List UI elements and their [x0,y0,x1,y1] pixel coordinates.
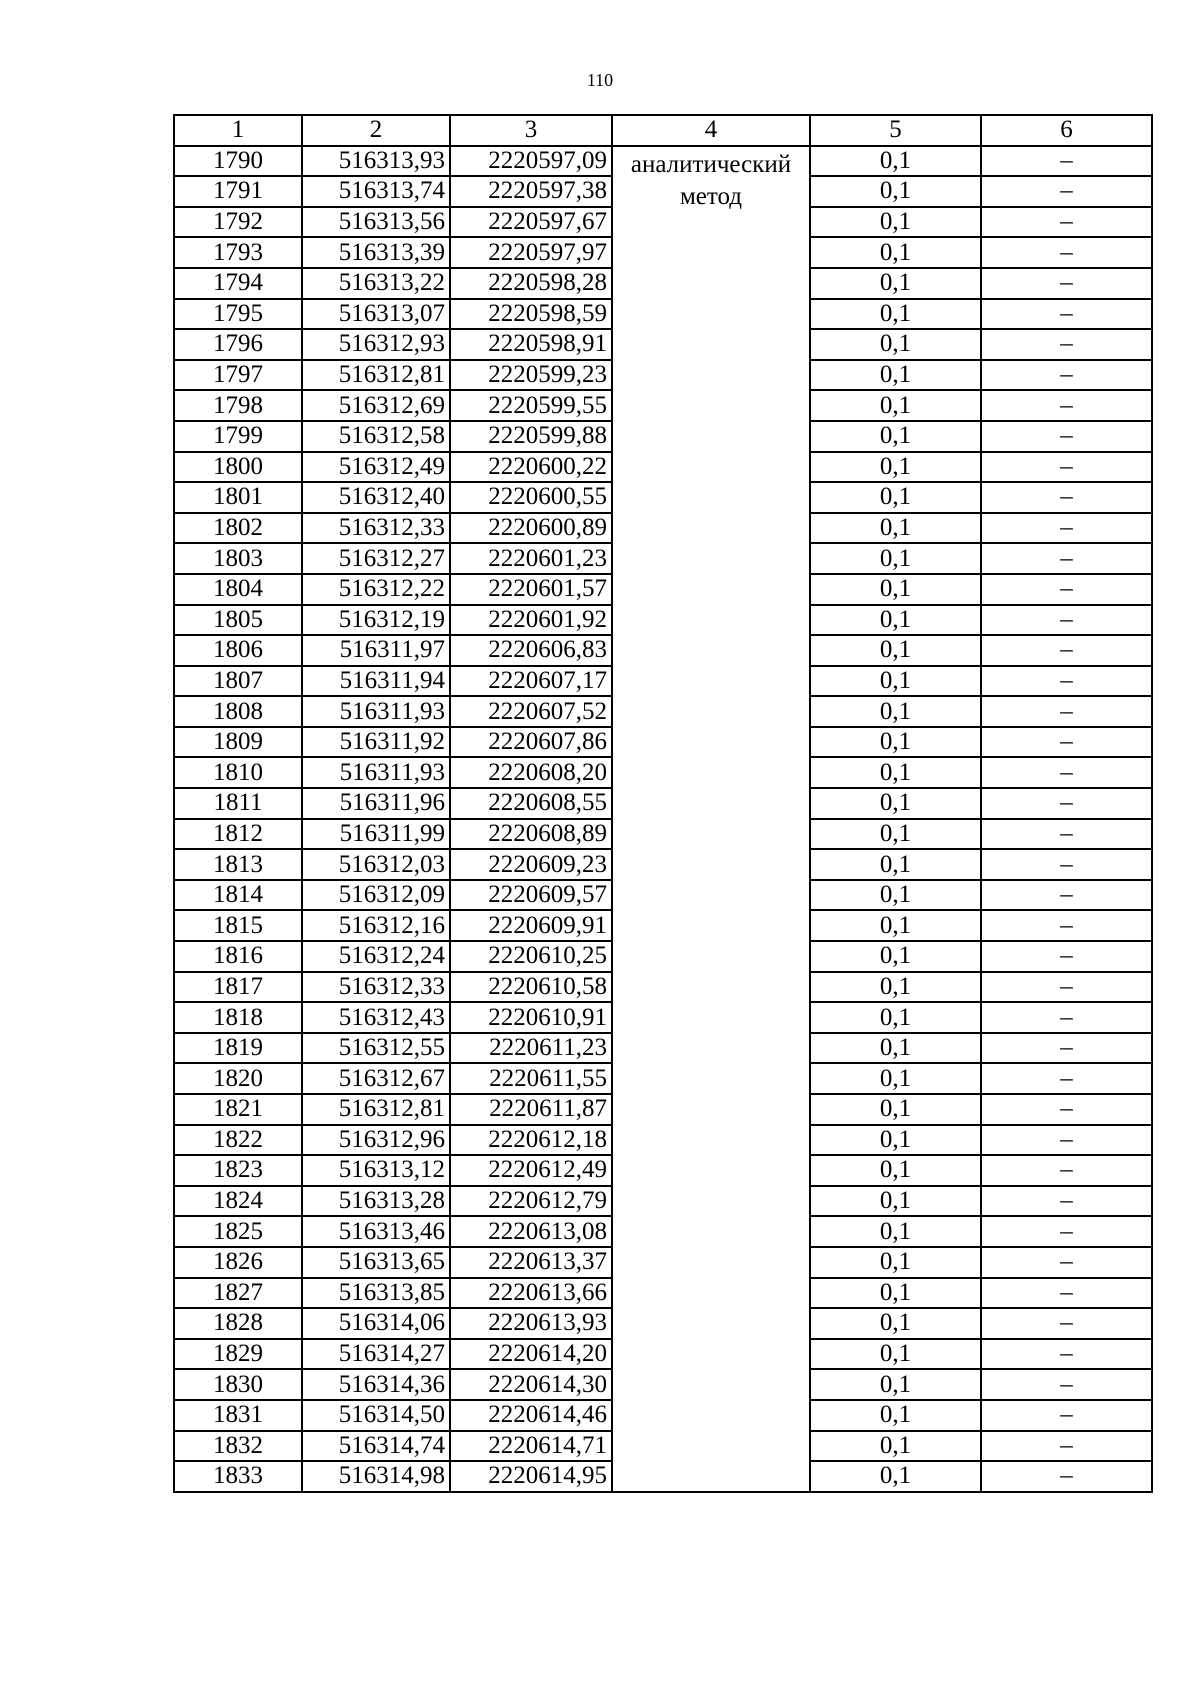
point-number: 1830 [174,1369,302,1400]
x-coordinate: 516313,93 [302,146,450,177]
point-number: 1804 [174,574,302,605]
method-text-line: метод [679,182,742,210]
x-coordinate: 516311,99 [302,819,450,850]
accuracy: 0,1 [810,207,981,238]
y-coordinate: 2220610,25 [450,941,612,972]
y-coordinate: 2220608,55 [450,788,612,819]
x-coordinate: 516314,36 [302,1369,450,1400]
x-coordinate: 516311,92 [302,727,450,758]
accuracy: 0,1 [810,666,981,697]
note: – [981,390,1152,421]
point-number: 1797 [174,360,302,391]
x-coordinate: 516312,58 [302,421,450,452]
accuracy: 0,1 [810,146,981,177]
y-coordinate: 2220599,23 [450,360,612,391]
point-number: 1827 [174,1278,302,1309]
note: – [981,1002,1152,1033]
y-coordinate: 2220601,57 [450,574,612,605]
y-coordinate: 2220614,71 [450,1431,612,1462]
y-coordinate: 2220608,20 [450,757,612,788]
y-coordinate: 2220613,93 [450,1308,612,1339]
accuracy: 0,1 [810,1094,981,1125]
note: – [981,880,1152,911]
column-header-4: 4 [612,115,810,146]
note: – [981,635,1152,666]
y-coordinate: 2220600,89 [450,513,612,544]
accuracy: 0,1 [810,1125,981,1156]
note: – [981,207,1152,238]
note: – [981,574,1152,605]
accuracy: 0,1 [810,605,981,636]
x-coordinate: 516312,81 [302,360,450,391]
note: – [981,757,1152,788]
y-coordinate: 2220611,23 [450,1033,612,1064]
y-coordinate: 2220597,38 [450,176,612,207]
note: – [981,1400,1152,1431]
point-number: 1801 [174,482,302,513]
y-coordinate: 2220599,88 [450,421,612,452]
y-coordinate: 2220600,55 [450,482,612,513]
table-body [174,115,1152,1492]
point-number: 1806 [174,635,302,666]
accuracy: 0,1 [810,390,981,421]
x-coordinate: 516312,67 [302,1063,450,1094]
accuracy: 0,1 [810,696,981,727]
y-coordinate: 2220613,37 [450,1247,612,1278]
y-coordinate: 2220612,18 [450,1125,612,1156]
x-coordinate: 516313,28 [302,1186,450,1217]
y-coordinate: 2220607,17 [450,666,612,697]
x-coordinate: 516312,19 [302,605,450,636]
accuracy: 0,1 [810,1278,981,1309]
note: – [981,146,1152,177]
y-coordinate: 2220614,20 [450,1339,612,1370]
y-coordinate: 2220610,91 [450,1002,612,1033]
x-coordinate: 516312,96 [302,1125,450,1156]
accuracy: 0,1 [810,1339,981,1370]
accuracy: 0,1 [810,452,981,483]
accuracy: 0,1 [810,1461,981,1492]
x-coordinate: 516312,16 [302,910,450,941]
x-coordinate: 516312,22 [302,574,450,605]
point-number: 1829 [174,1339,302,1370]
note: – [981,1155,1152,1186]
point-number: 1816 [174,941,302,972]
accuracy: 0,1 [810,1155,981,1186]
point-number: 1815 [174,910,302,941]
y-coordinate: 2220611,87 [450,1094,612,1125]
point-number: 1792 [174,207,302,238]
point-number: 1822 [174,1125,302,1156]
x-coordinate: 516312,93 [302,329,450,360]
x-coordinate: 516313,65 [302,1247,450,1278]
note: – [981,1369,1152,1400]
point-number: 1825 [174,1216,302,1247]
point-number: 1790 [174,146,302,177]
point-number: 1810 [174,757,302,788]
column-header-6: 6 [981,115,1152,146]
y-coordinate: 2220598,28 [450,268,612,299]
point-number: 1826 [174,1247,302,1278]
y-coordinate: 2220607,52 [450,696,612,727]
point-number: 1796 [174,329,302,360]
y-coordinate: 2220597,67 [450,207,612,238]
note: – [981,299,1152,330]
accuracy: 0,1 [810,1400,981,1431]
page-number: 110 [586,70,614,90]
accuracy: 0,1 [810,329,981,360]
accuracy: 0,1 [810,543,981,574]
note: – [981,849,1152,880]
y-coordinate: 2220612,49 [450,1155,612,1186]
x-coordinate: 516312,55 [302,1033,450,1064]
x-coordinate: 516311,93 [302,757,450,788]
note: – [981,1125,1152,1156]
x-coordinate: 516313,56 [302,207,450,238]
accuracy: 0,1 [810,1186,981,1217]
point-number: 1809 [174,727,302,758]
x-coordinate: 516311,94 [302,666,450,697]
note: – [981,605,1152,636]
point-number: 1833 [174,1461,302,1492]
note: – [981,1063,1152,1094]
note: – [981,329,1152,360]
point-number: 1821 [174,1094,302,1125]
y-coordinate: 2220598,59 [450,299,612,330]
note: – [981,543,1152,574]
y-coordinate: 2220610,58 [450,972,612,1003]
accuracy: 0,1 [810,1369,981,1400]
accuracy: 0,1 [810,360,981,391]
note: – [981,1033,1152,1064]
y-coordinate: 2220612,79 [450,1186,612,1217]
x-coordinate: 516312,40 [302,482,450,513]
point-number: 1817 [174,972,302,1003]
y-coordinate: 2220601,92 [450,605,612,636]
y-coordinate: 2220609,23 [450,849,612,880]
accuracy: 0,1 [810,880,981,911]
accuracy: 0,1 [810,1002,981,1033]
y-coordinate: 2220614,46 [450,1400,612,1431]
accuracy: 0,1 [810,574,981,605]
point-number: 1820 [174,1063,302,1094]
y-coordinate: 2220614,30 [450,1369,612,1400]
x-coordinate: 516312,27 [302,543,450,574]
column-header-5: 5 [810,115,981,146]
note: – [981,666,1152,697]
y-coordinate: 2220597,09 [450,146,612,177]
y-coordinate: 2220609,91 [450,910,612,941]
y-coordinate: 2220611,55 [450,1063,612,1094]
point-number: 1831 [174,1400,302,1431]
x-coordinate: 516312,03 [302,849,450,880]
accuracy: 0,1 [810,421,981,452]
note: – [981,910,1152,941]
accuracy: 0,1 [810,237,981,268]
column-header-2: 2 [302,115,450,146]
note: – [981,1308,1152,1339]
note: – [981,1431,1152,1462]
x-coordinate: 516313,74 [302,176,450,207]
x-coordinate: 516314,27 [302,1339,450,1370]
x-coordinate: 516314,74 [302,1431,450,1462]
accuracy: 0,1 [810,941,981,972]
x-coordinate: 516312,09 [302,880,450,911]
method-cell [612,146,810,1492]
point-number: 1795 [174,299,302,330]
y-coordinate: 2220607,86 [450,727,612,758]
point-number: 1802 [174,513,302,544]
x-coordinate: 516312,69 [302,390,450,421]
note: – [981,819,1152,850]
accuracy: 0,1 [810,1033,981,1064]
x-coordinate: 516314,98 [302,1461,450,1492]
y-coordinate: 2220597,97 [450,237,612,268]
x-coordinate: 516313,22 [302,268,450,299]
column-header-1: 1 [174,115,302,146]
x-coordinate: 516312,49 [302,452,450,483]
method-text-line: аналитический [630,150,792,178]
y-coordinate: 2220613,08 [450,1216,612,1247]
note: – [981,452,1152,483]
accuracy: 0,1 [810,910,981,941]
point-number: 1803 [174,543,302,574]
y-coordinate: 2220601,23 [450,543,612,574]
accuracy: 0,1 [810,513,981,544]
point-number: 1807 [174,666,302,697]
x-coordinate: 516314,06 [302,1308,450,1339]
table-row [174,146,1152,177]
note: – [981,1216,1152,1247]
accuracy: 0,1 [810,757,981,788]
note: – [981,1247,1152,1278]
note: – [981,482,1152,513]
note: – [981,421,1152,452]
note: – [981,360,1152,391]
note: – [981,727,1152,758]
point-number: 1800 [174,452,302,483]
accuracy: 0,1 [810,268,981,299]
point-number: 1818 [174,1002,302,1033]
accuracy: 0,1 [810,849,981,880]
point-number: 1808 [174,696,302,727]
y-coordinate: 2220614,95 [450,1461,612,1492]
coordinates-table [173,114,1153,1493]
x-coordinate: 516312,43 [302,1002,450,1033]
point-number: 1793 [174,237,302,268]
y-coordinate: 2220599,55 [450,390,612,421]
x-coordinate: 516311,97 [302,635,450,666]
header-row [174,115,1152,146]
note: – [981,941,1152,972]
point-number: 1824 [174,1186,302,1217]
point-number: 1799 [174,421,302,452]
x-coordinate: 516313,12 [302,1155,450,1186]
y-coordinate: 2220598,91 [450,329,612,360]
x-coordinate: 516311,93 [302,696,450,727]
note: – [981,176,1152,207]
note: – [981,268,1152,299]
y-coordinate: 2220609,57 [450,880,612,911]
note: – [981,696,1152,727]
x-coordinate: 516312,33 [302,513,450,544]
accuracy: 0,1 [810,482,981,513]
note: – [981,1339,1152,1370]
note: – [981,1094,1152,1125]
point-number: 1819 [174,1033,302,1064]
accuracy: 0,1 [810,788,981,819]
point-number: 1805 [174,605,302,636]
accuracy: 0,1 [810,727,981,758]
point-number: 1823 [174,1155,302,1186]
accuracy: 0,1 [810,176,981,207]
x-coordinate: 516313,85 [302,1278,450,1309]
point-number: 1811 [174,788,302,819]
point-number: 1794 [174,268,302,299]
accuracy: 0,1 [810,1308,981,1339]
note: – [981,972,1152,1003]
note: – [981,788,1152,819]
point-number: 1813 [174,849,302,880]
note: – [981,1278,1152,1309]
accuracy: 0,1 [810,299,981,330]
x-coordinate: 516313,39 [302,237,450,268]
note: – [981,1461,1152,1492]
y-coordinate: 2220613,66 [450,1278,612,1309]
x-coordinate: 516312,33 [302,972,450,1003]
x-coordinate: 516314,50 [302,1400,450,1431]
note: – [981,1186,1152,1217]
point-number: 1832 [174,1431,302,1462]
accuracy: 0,1 [810,1431,981,1462]
y-coordinate: 2220606,83 [450,635,612,666]
point-number: 1812 [174,819,302,850]
accuracy: 0,1 [810,972,981,1003]
accuracy: 0,1 [810,635,981,666]
accuracy: 0,1 [810,1216,981,1247]
x-coordinate: 516313,46 [302,1216,450,1247]
accuracy: 0,1 [810,1247,981,1278]
y-coordinate: 2220600,22 [450,452,612,483]
point-number: 1791 [174,176,302,207]
accuracy: 0,1 [810,819,981,850]
point-number: 1828 [174,1308,302,1339]
x-coordinate: 516311,96 [302,788,450,819]
x-coordinate: 516312,81 [302,1094,450,1125]
y-coordinate: 2220608,89 [450,819,612,850]
point-number: 1814 [174,880,302,911]
x-coordinate: 516312,24 [302,941,450,972]
point-number: 1798 [174,390,302,421]
note: – [981,513,1152,544]
x-coordinate: 516313,07 [302,299,450,330]
column-header-3: 3 [450,115,612,146]
accuracy: 0,1 [810,1063,981,1094]
note: – [981,237,1152,268]
